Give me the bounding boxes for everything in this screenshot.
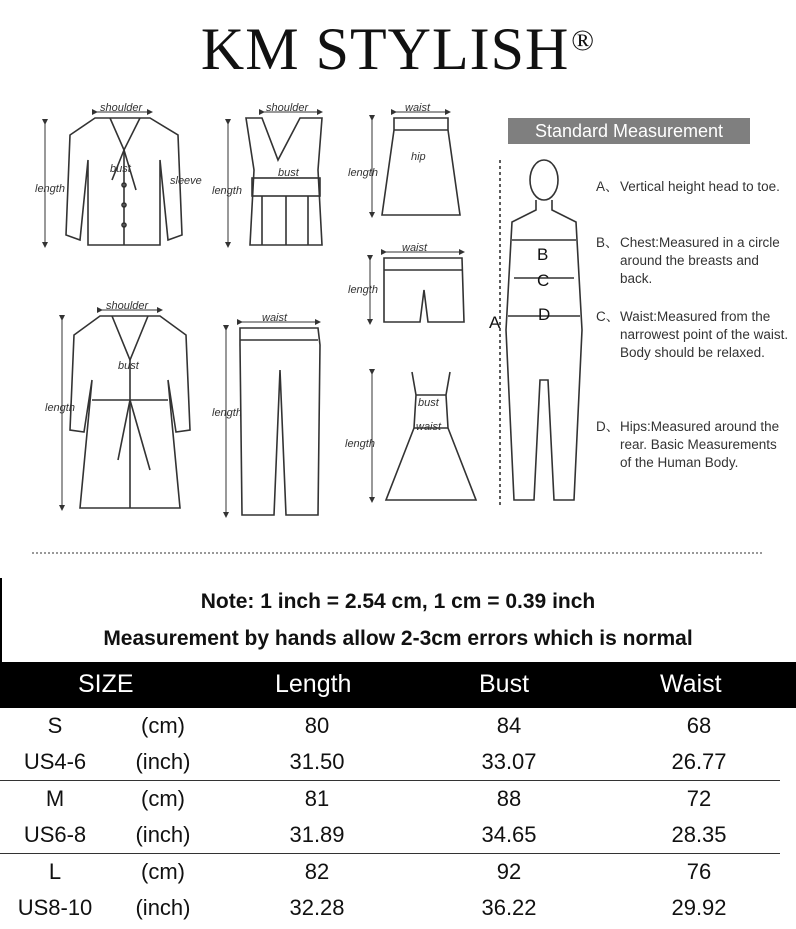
cell-waist: 76 xyxy=(686,859,712,884)
cell-waist: 26.77 xyxy=(671,749,727,774)
section-divider xyxy=(32,552,762,554)
table-row xyxy=(0,781,796,817)
label-bust-tank: bust xyxy=(278,167,299,179)
cell-waist: 72 xyxy=(686,786,712,811)
cell-bust: 34.65 xyxy=(481,822,537,847)
label-hip-skirt: hip xyxy=(411,151,426,163)
cell-size: L xyxy=(48,859,62,884)
label-length-dress: length xyxy=(345,438,375,450)
point-a: A xyxy=(489,313,501,332)
brand-title xyxy=(0,14,796,84)
tank-top-figure xyxy=(246,118,322,245)
cell-length: 32.28 xyxy=(289,895,345,920)
error-note: Measurement by hands allow 2-3cm errors which is normal xyxy=(103,627,693,650)
cell-length: 81 xyxy=(304,786,330,811)
cell-length: 82 xyxy=(304,859,330,884)
header-bust: Bust xyxy=(479,670,530,698)
cell-bust: 88 xyxy=(496,786,522,811)
cell-size: S xyxy=(47,713,63,738)
label-length-shorts: length xyxy=(348,284,378,296)
cell-bust: 33.07 xyxy=(481,749,537,774)
note-block xyxy=(0,578,796,662)
header-waist: Waist xyxy=(660,670,722,698)
skirt-figure xyxy=(382,118,460,215)
human-body-figure xyxy=(500,160,582,505)
label-waist-pants: waist xyxy=(262,312,288,324)
label-sleeve-blouse: sleeve xyxy=(170,175,202,187)
label-waist-dress: waist xyxy=(416,421,442,433)
registered-mark: ® xyxy=(571,24,596,57)
cell-unit: (cm) xyxy=(141,713,185,738)
cell-bust: 84 xyxy=(496,713,522,738)
table-row xyxy=(0,817,796,853)
label-length-tank: length xyxy=(212,185,242,197)
cell-unit: (cm) xyxy=(141,786,185,811)
cell-size: M xyxy=(45,786,65,811)
label-bust-blouse: bust xyxy=(110,163,131,175)
cell-unit: (inch) xyxy=(135,749,191,774)
cell-unit: (inch) xyxy=(135,822,191,847)
label-bust-dress: bust xyxy=(418,397,439,409)
cell-unit: (inch) xyxy=(135,895,191,920)
cell-waist: 68 xyxy=(686,713,712,738)
label-waist-skirt: waist xyxy=(405,102,431,114)
cell-length: 31.89 xyxy=(289,822,345,847)
cell-size: US8-10 xyxy=(17,895,93,920)
coat-figure xyxy=(70,316,190,508)
point-b: B xyxy=(537,245,549,264)
cell-size: US4-6 xyxy=(23,749,87,774)
shorts-figure xyxy=(384,258,464,322)
conversion-note: Note: 1 inch = 2.54 cm, 1 cm = 0.39 inch xyxy=(200,590,596,613)
cell-unit: (cm) xyxy=(141,859,185,884)
label-shoulder-blouse: shoulder xyxy=(100,102,143,114)
table-row xyxy=(0,854,796,890)
label-bust-coat: bust xyxy=(118,360,139,372)
dress-figure xyxy=(386,372,476,500)
header-size: SIZE xyxy=(78,670,134,698)
cell-size: US6-8 xyxy=(23,822,87,847)
label-length-skirt: length xyxy=(348,167,378,179)
table-row xyxy=(0,744,796,780)
cell-waist: 29.92 xyxy=(671,895,727,920)
label-shoulder-tank: shoulder xyxy=(266,102,309,114)
blouse-figure xyxy=(66,118,182,245)
header-length: Length xyxy=(275,670,352,698)
label-waist-shorts: waist xyxy=(402,242,428,254)
brand-name: KM STYLISH xyxy=(200,16,570,82)
label-length-pants: length xyxy=(212,407,242,419)
cell-waist: 28.35 xyxy=(671,822,727,847)
point-d: D xyxy=(538,305,551,324)
label-length-blouse: length xyxy=(35,183,65,195)
pants-figure xyxy=(240,328,320,515)
table-row xyxy=(0,708,796,744)
table-row xyxy=(0,890,796,926)
size-table-header xyxy=(0,662,796,708)
label-length-coat: length xyxy=(45,402,75,414)
standard-measurement-title: Standard Measurement xyxy=(508,118,750,144)
cell-bust: 36.22 xyxy=(481,895,537,920)
cell-length: 31.50 xyxy=(289,749,345,774)
label-shoulder-coat: shoulder xyxy=(106,300,149,312)
cell-bust: 92 xyxy=(496,859,522,884)
cell-length: 80 xyxy=(304,713,330,738)
point-c: C xyxy=(537,271,550,290)
